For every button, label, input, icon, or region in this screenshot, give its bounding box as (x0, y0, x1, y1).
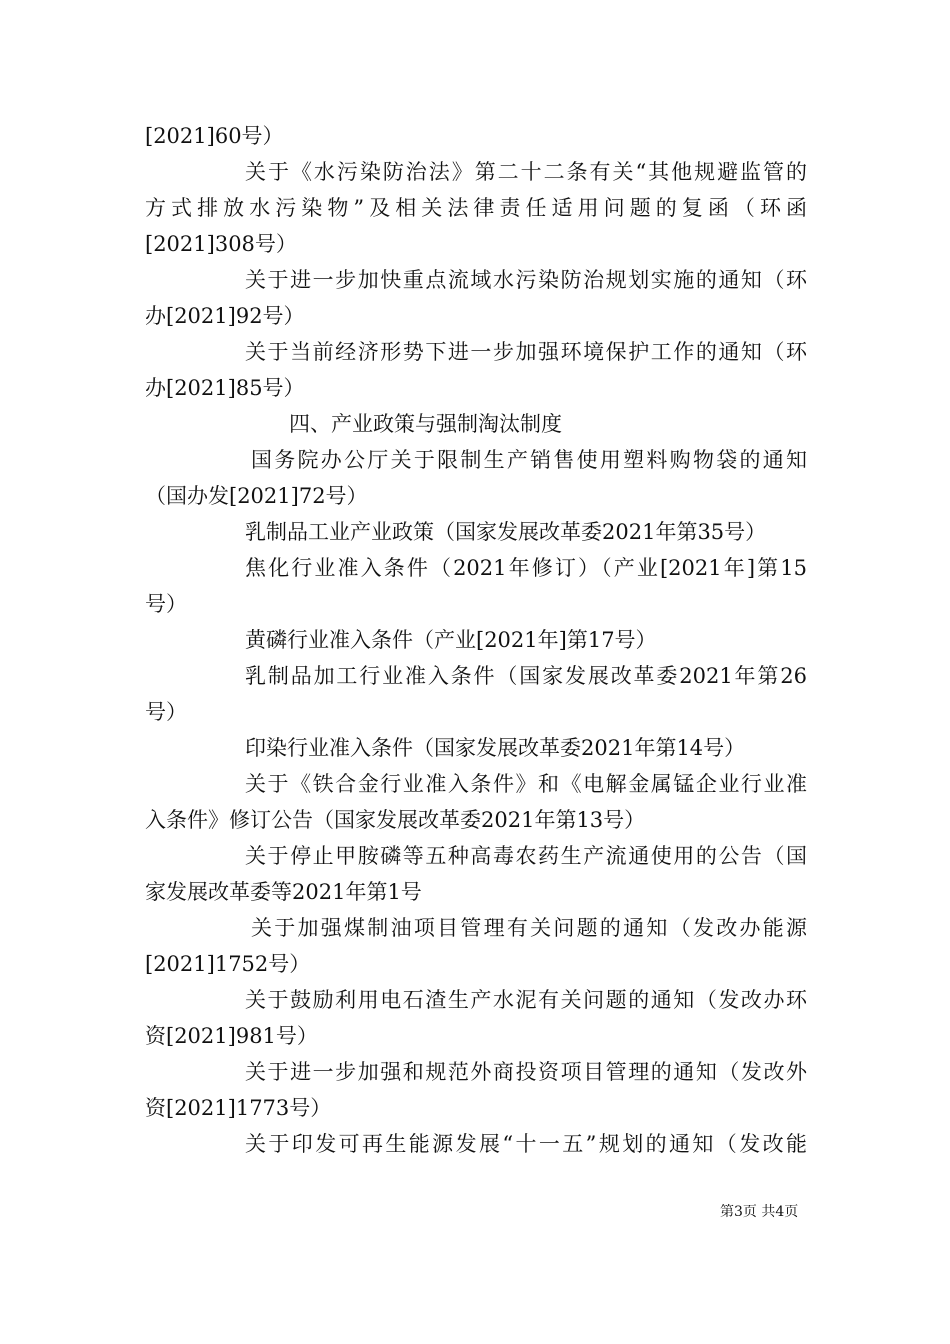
text-line: 入条件》修订公告（国家发展改革委2021年第13号） (145, 808, 646, 832)
text-line: [2021]60号） (145, 124, 284, 148)
text-line: 关于《铁合金行业准入条件》和《电解金属锰企业行业准 (245, 772, 807, 796)
text-line: 办[2021]92号） (145, 304, 305, 328)
text-line: 资[2021]1773号） (145, 1096, 332, 1120)
text-line: 关于《水污染防治法》第二十二条有关“其他规避监管的 (245, 160, 807, 184)
text-line: 资[2021]981号） (145, 1024, 318, 1048)
section-heading: 四、产业政策与强制淘汰制度 (289, 412, 562, 436)
text-line: 办[2021]85号） (145, 376, 305, 400)
text-line: 关于进一步加强和规范外商投资项目管理的通知（发改外 (245, 1060, 807, 1084)
text-line: 号） (145, 592, 187, 616)
document-body (145, 118, 807, 1162)
text-line: 关于当前经济形势下进一步加强环境保护工作的通知（环 (245, 340, 807, 364)
text-line: 关于进一步加快重点流域水污染防治规划实施的通知（环 (245, 268, 807, 292)
text-line: 黄磷行业准入条件（产业[2021年]第17号） (245, 628, 657, 652)
text-line: 号） (145, 700, 187, 724)
text-line: （国办发[2021]72号） (145, 484, 368, 508)
text-line: 乳制品工业产业政策（国家发展改革委2021年第35号） (245, 520, 767, 544)
page-number: 第3页 共4页 (720, 1204, 799, 1220)
text-line: 国务院办公厅关于限制生产销售使用塑料购物袋的通知 (251, 448, 807, 472)
text-line: 乳制品加工行业准入条件（国家发展改革委2021年第26 (245, 664, 807, 688)
text-line: 关于加强煤制油项目管理有关问题的通知（发改办能源 (251, 916, 807, 940)
text-line: 关于鼓励利用电石渣生产水泥有关问题的通知（发改办环 (245, 988, 807, 1012)
text-line: 印染行业准入条件（国家发展改革委2021年第14号） (245, 736, 746, 760)
text-line: 关于印发可再生能源发展“十一五”规划的通知（发改能 (245, 1132, 807, 1156)
text-line: [2021]308号） (145, 232, 297, 256)
text-line: 关于停止甲胺磷等五种高毒农药生产流通使用的公告（国 (245, 844, 807, 868)
text-line: 家发展改革委等2021年第1号 (145, 880, 422, 904)
text-line: 焦化行业准入条件（2021年修订）（产业[2021年]第15 (245, 556, 807, 580)
text-line: [2021]1752号） (145, 952, 311, 976)
text-line: 方式排放水污染物”及相关法律责任适用问题的复函（环函 (145, 196, 807, 220)
